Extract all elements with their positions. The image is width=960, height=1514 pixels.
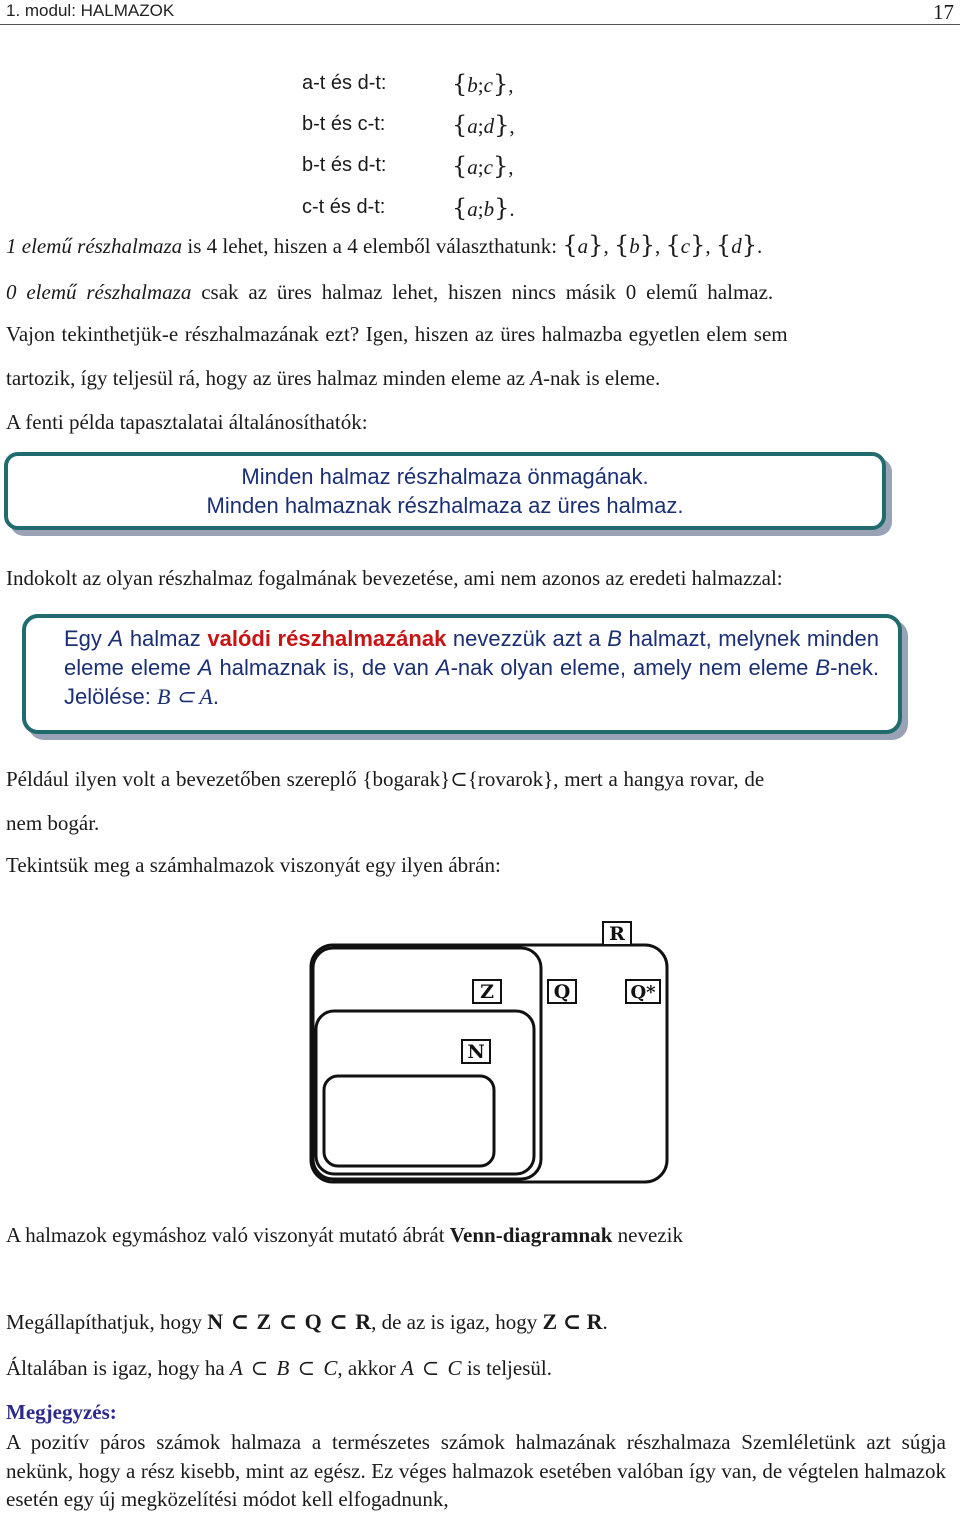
- example-line-2: nem bogár.: [6, 811, 100, 835]
- diagram-intro: Tekintsük meg a számhalmazok viszonyát egy ilyen ábrán:: [6, 853, 501, 877]
- venn-diagram: [300, 915, 680, 1190]
- page-number: 17: [933, 0, 954, 24]
- pair-set-4: {a;b}.: [452, 194, 515, 222]
- label-r: [603, 922, 631, 945]
- module-header: 1. modul: HALMAZOK: [6, 1, 175, 20]
- transitivity-line: Általában is igaz, hogy ha A ⊂ B ⊂ C, akkor A ⊂ C is teljesül.: [6, 1356, 552, 1380]
- generalization-intro: A fenti példa tapasztalatai általánosíthatók:: [6, 410, 368, 434]
- definition-text: Egy A halmaz valódi részhalmazának nevezzük azt a B halmazt, melynek minden eleme eleme A halmaznak is, de van A-nak olyan eleme, amely nem eleme B-nek. Jelölése: B ⊂ A.: [64, 626, 879, 709]
- pair-set-2: {a;d},: [452, 111, 515, 139]
- zero-element-line-3: tartozik, így teljesül rá, hogy az üres halmaz minden eleme az A-nak is eleme.: [6, 366, 661, 390]
- rule-line-self: Minden halmaz részhalmaza önmagának.: [241, 464, 649, 489]
- proper-subset-intro: Indokolt az olyan részhalmaz fogalmának bevezetése, ami nem azonos az eredeti halmazzal:: [6, 566, 783, 590]
- rule-box-subsets: [4, 452, 886, 530]
- venn-definition: A halmazok egymáshoz való viszonyát mutató ábrát Venn-diagramnak nevezik: [6, 1223, 683, 1247]
- definition-box-proper-subset: [22, 614, 902, 734]
- label-z: [473, 980, 501, 1003]
- pair-label-3: b-t és d-t:: [302, 154, 387, 176]
- rule-line-empty: Minden halmaznak részhalmaza az üres halmaz.: [206, 493, 684, 518]
- pair-label-2: b-t és c-t:: [302, 113, 386, 135]
- label-q: [548, 980, 576, 1003]
- pair-label-1: a-t és d-t:: [302, 72, 387, 94]
- note-text: A pozitív páros számok halmaza a természetes számok halmazának részhalmaza Szemléletünk azt súgja nekünk, hogy a rész kisebb, mint az egész. Ez véges halmazok esetében valóban így van, de végtelen halmazok esetén egy új megközelítési módot kell elfogadnunk,: [6, 1430, 946, 1511]
- zero-element-line-1: 0 elemű részhalmaza csak az üres halmaz lehet, hiszen nincs másik 0 elemű halmaz.: [6, 280, 774, 304]
- number-set-chain: Megállapíthatjuk, hogy N ⊂ Z ⊂ Q ⊂ R, de az is igaz, hogy Z ⊂ R.: [6, 1309, 608, 1334]
- pair-set-3: {a;c},: [452, 152, 514, 180]
- svg-text:Q: Q: [553, 981, 571, 1003]
- svg-text:R: R: [609, 923, 625, 945]
- svg-text:Z: Z: [480, 981, 494, 1003]
- zero-element-line-2: Vajon tekinthetjük-e részhalmazának ezt? Igen, hiszen az üres halmazba egyetlen elem sem: [6, 322, 788, 346]
- one-element-paragraph: 1 elemű részhalmaza is 4 lehet, hiszen a 4 elemből választhatunk: {a}, {b}, {c}, {d}.: [6, 231, 763, 259]
- pair-set-1: {b;c},: [452, 70, 514, 98]
- note-title: Megjegyzés:: [6, 1400, 117, 1424]
- highlight-term: valódi részhalmazának: [207, 626, 447, 651]
- svg-text:Q*: Q*: [630, 982, 656, 1003]
- pair-label-4: c-t és d-t:: [302, 196, 386, 218]
- label-q-star: [626, 980, 660, 1003]
- set-n-region: [324, 1076, 494, 1166]
- svg-text:N: N: [467, 1041, 485, 1063]
- example-line-1: Például ilyen volt a bevezetőben szereplő {bogarak}⊂{rovarok}, mert a hangya rovar, de: [6, 767, 765, 791]
- label-n: [462, 1040, 490, 1063]
- header-rule: [0, 24, 960, 25]
